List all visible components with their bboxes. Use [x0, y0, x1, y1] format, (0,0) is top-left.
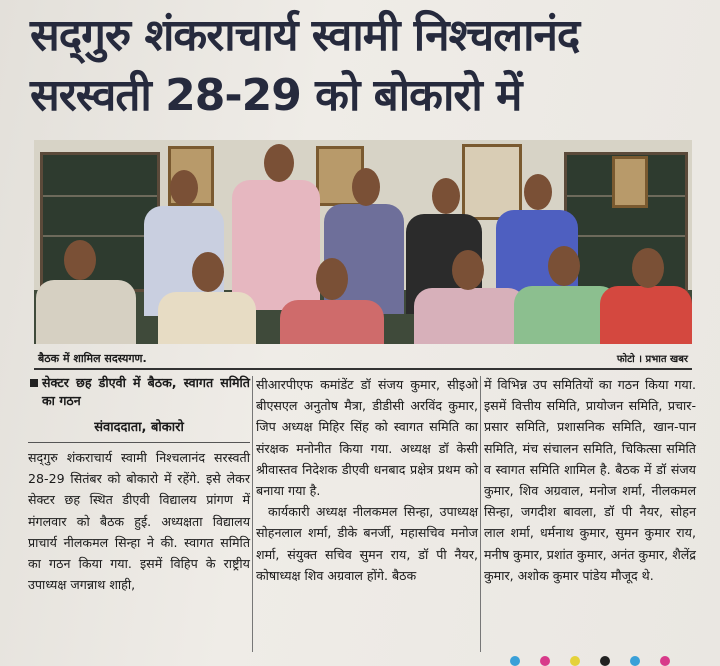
article-body	[28, 374, 696, 658]
photo-wall-portrait	[462, 144, 522, 220]
article-paragraph: में विभिन्न उप समितियों का गठन किया गया. इसमें वित्तीय समिति, प्रायोजन समिति, प्रचार-प्रसार समिति, प्रशासनिक समिति, खान-पान समिति, मंच संचालन समिति, चिकित्सा समिति व स्वागत समिति शामिल है. बैठक में डॉ संजय कुमार, शिव अग्रवाल, मनोज शर्मा, नीलकमल सिन्हा, जगदीश बावला, डॉ पी नैयर, सोहन लाल शर्मा, धर्मनाथ कुमार, सुमन कुमार राय, मनीष कुमार, प्रशांत कुमार, अनंत कुमार, शैलेंद्र कुमार, अशोक कुमार पांडेय मौजूद थे.	[484, 377, 696, 583]
photo-caption-bar	[34, 348, 692, 370]
photo-bookshelf	[40, 152, 160, 292]
photo-caption: बैठक में शामिल सदस्यगण.	[38, 352, 147, 365]
column-divider	[480, 376, 481, 652]
photo-credit: फोटो । प्रभात खबर	[616, 354, 688, 365]
article-paragraph: कार्यकारी अध्यक्ष नीलकमल सिन्हा, उपाध्यक्ष सोहनलाल शर्मा, डीके बनर्जी, महासचिव मनोज शर्मा, संयुक्त सचिव सुमन राय, डॉ पी नैयर, कोषाध्यक्ष शिव अग्रवाल होंगे. बैठक	[256, 504, 478, 583]
article-subhead: सेक्टर छह डीएवी में बैठक, स्वागत समिति का गठन	[28, 374, 250, 410]
article-subhead-box	[28, 374, 250, 443]
article-column-3	[484, 374, 696, 586]
article-paragraph: सद्‌गुरु शंकराचार्य स्वामी निश्चलानंद सरस्वती 28-29 सितंबर को बोकारो में रहेंगे. इसे लेकर सेक्टर छह स्थित डीएवी विद्यालय प्रांगण में मंगलवार को बैठक हुई. अध्यक्षता विद्यालय प्राचार्य नीलकमल सिन्हा ने की. स्वागत समिति का गठन किया गया. इसमें विहिप के राष्ट्रीय उपाध्यक्ष जगन्नाथ शाही,	[28, 450, 250, 593]
article-reporter: संवाददाता, बोकारो	[94, 420, 184, 435]
headline-line-2: सरस्वती 28-29 को बोकारो में	[30, 70, 522, 121]
article-column-1	[28, 374, 250, 595]
column-divider	[252, 376, 253, 652]
photo-wall-portrait	[612, 156, 648, 208]
headline-line-1: सद्‌गुरु शंकराचार्य स्वामी निश्चलानंद	[30, 10, 580, 61]
article-column-2	[256, 374, 478, 586]
news-photo	[34, 140, 692, 344]
article-paragraph: सीआरपीएफ कमांडेंट डॉ संजय कुमार, सीइओ बीएसएल अनुतोष मैत्रा, डीडीसी अरविंद कुमार, जिप अध्यक्ष मिहिर सिंह को स्वागत समिति का संरक्षक मनोनीत किया गया. अध्यक्ष डॉ केसी श्रीवास्तव निदेशक डीएवी धनबाद प्रक्षेत्र प्रथम को बनाया गया है.	[256, 377, 478, 499]
color-registration-marks	[500, 654, 700, 666]
headline	[30, 6, 700, 126]
